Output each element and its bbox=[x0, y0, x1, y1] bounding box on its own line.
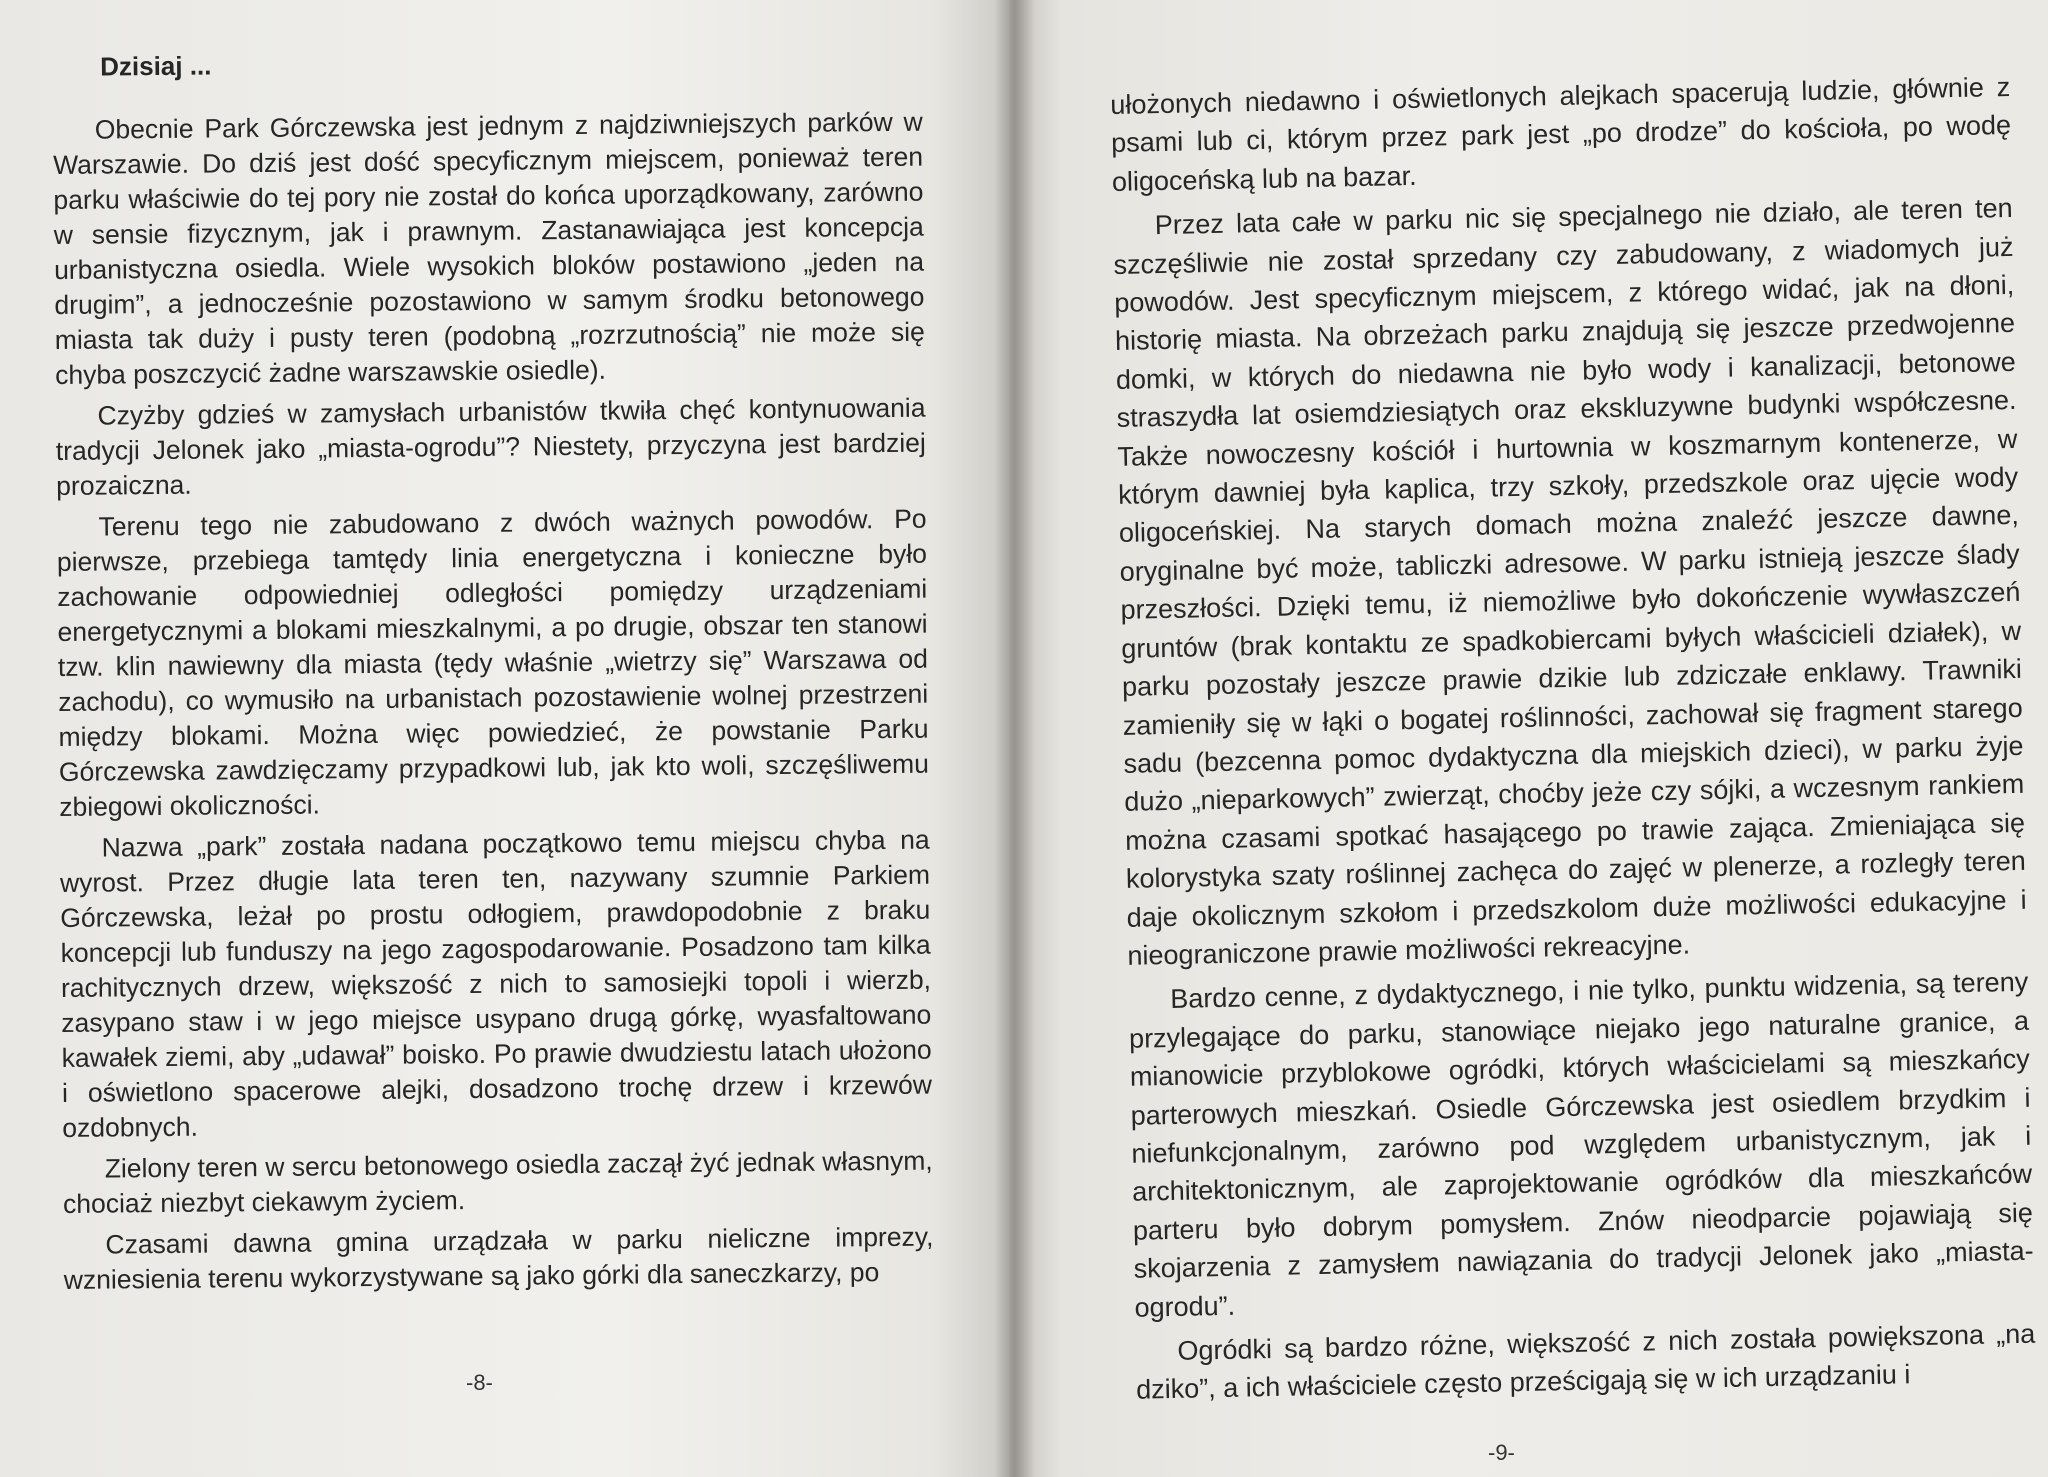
page-number-right: -9- bbox=[1488, 1440, 1515, 1465]
right-page-text bbox=[1110, 68, 2037, 1416]
paragraph: Zielony teren w sercu betonowego osiedla zaczął żyć jednak własnym, chociaż niezbyt ciekawym życiem. bbox=[62, 1145, 933, 1219]
paragraph: ułożonych niedawno i oświetlonych alejkach spacerują ludzie, głównie z psami lub ci, którym przez park jest „po drodze” do kościoła, po wodę oligoceńską lub na bazar. bbox=[1110, 71, 2012, 197]
paragraph: Obecnie Park Górczewska jest jednym z najdziwniejszych parków w Warszawie. Do dziś jest dość specyficznym miejscem, ponieważ teren parku właściwie do tej pory nie został do końca uporządkowany, zarówno w sensie fizycznym, jak i prawnym. Zastanawiająca jest koncepcja urbanistyczna osiedla. Wiele wysokich bloków postawiono „jeden na drugim”, a jednocześnie pozostawiono w samym środku betonowego miasta tak duży i pusty teren (podobną „rozrzutnością” nie może się chyba poszczycić żadne warszawskie osiedle). bbox=[52, 106, 925, 390]
page-number-left: -8- bbox=[466, 1370, 493, 1395]
section-heading: Dzisiaj ... bbox=[100, 50, 212, 82]
paragraph: Ogródki są bardzo różne, większość z nich została powiększona „na dziko”, a ich właściciele często prześcigają się w ich urządzaniu i bbox=[1135, 1318, 2036, 1406]
paragraph: Bardzo cenne, z dydaktycznego, i nie tylko, punktu widzenia, są tereny przylegające do parku, stanowiące niejako jego naturalne granice, a mianowicie przyblokowe ogródki, których właścicielami są mieszkańcy parterowych mieszkań. Osiedle Górczewska jest osiedlem brzydkim i niefunkcjonalnym, zarówno pod względem urbanistycznym, jak i architektonicznym, ale zaprojektowanie ogródków dla mieszkańców parteru było dobrym pomysłem. Znów nieodparcie pojawiają się skojarzenia z zamysłem nawiązania do tradycji Jelonek jako „miasta-ogrodu”. bbox=[1128, 967, 2034, 1323]
left-page-text bbox=[52, 42, 934, 1304]
paragraph: Czasami dawna gmina urządzała w parku nieliczne imprezy, wzniesienia terenu wykorzystywane są jako górki dla saneczkarzy, po bbox=[63, 1221, 934, 1295]
paragraph: Terenu tego nie zabudowano z dwóch ważnych powodów. Po pierwsze, przebiega tamtędy linia energetyczna i konieczne było zachowanie odpowiedniej odległości pomiędzy urządzeniami energetycznymi a blokami mieszkalnymi, a po drugie, obszar ten stanowi tzw. klin nawiewny dla miasta (tędy właśnie „wietrzy się” Warszawa od zachodu), co wymusiło na urbanistach pozostawienie wolnej przestrzeni między blokami. Można więc powiedzieć, że powstanie Parku Górczewska zawdzięczamy przypadkowi lub, jak kto woli, szczęśliwemu zbiegowi okoliczności. bbox=[56, 503, 930, 822]
paragraph: Nazwa „park” została nadana początkowo temu miejscu chyba na wyrost. Przez długie lata teren ten, nazywany szumnie Parkiem Górczewska, leżał po prostu odłogiem, prawdopodobnie z braku koncepcji lub funduszy na jego zagospodarowanie. Posadzono tam kilka rachitycznych drzew, większość z nich to samosiejki topoli i wierzb, zasypano staw i w jego miejsce usypano drugą górkę, wyasfaltowano kawałek ziemi, aby „udawał” boisko. Po prawie dwudziestu latach ułożono i oświetlono spacerowe alejki, dosadzono trochę drzew i krzewów ozdobnych. bbox=[59, 824, 933, 1143]
paragraph: Czyżby gdzieś w zamysłach urbanistów tkwiła chęć kontynuowania tradycji Jelonek jako „miasta-ogrodu”? Niestety, przyczyna jest bardziej prozaiczna. bbox=[55, 392, 926, 501]
book-gutter bbox=[995, 0, 1035, 1477]
paragraph: Przez lata całe w parku nic się specjalnego nie działo, ale teren ten szczęśliwie nie został sprzedany czy zabudowany, z wiadomych już powodów. Jest specyficznym miejscem, z którego widać, jak na dłoni, historię miasta. Na obrzeżach parku znajdują się jeszcze przedwojenne domki, w których do niedawna nie było wody i kanalizacji, betonowe straszydła lat osiemdziesiątych oraz ekskluzywne budynki współczesne. Także nowoczesny kościół i hurtownia w koszmarnym kontenerze, w którym dawniej była kaplica, trzy szkoły, przedszkole oraz ujęcie wody oligoceńskiej. Na starych domach można znaleźć jeszcze dawne, oryginalne być może, tabliczki adresowe. W parku istnieją jeszcze ślady przeszłości. Dzięki temu, iż niemożliwe było dokończenie wywłaszczeń gruntów (brak kontaktu ze spadkobiercami byłych właścicieli działek), w parku pozostały jeszcze prawie dzikie lub zdziczałe enklawy. Trawniki zamieniły się w łąki o bogatej roślinności, zachował się fragment starego sadu (bezcenna pomoc dydaktyczna dla miejskich dzieci), w parku żyje dużo „nieparkowych” zwierząt, choćby jeże czy sójki, a wczesnym rankiem można czasami spotkać hasającego po trawie zająca. Zmieniająca się kolorystyka szaty roślinnej zachęca do zajęć w plenerze, a rozległy teren daje okolicznym szkołom i przedszkolom duże możliwości edukacyjne i nieograniczone prawie możliwości rekreacyjne. bbox=[1113, 193, 2027, 971]
